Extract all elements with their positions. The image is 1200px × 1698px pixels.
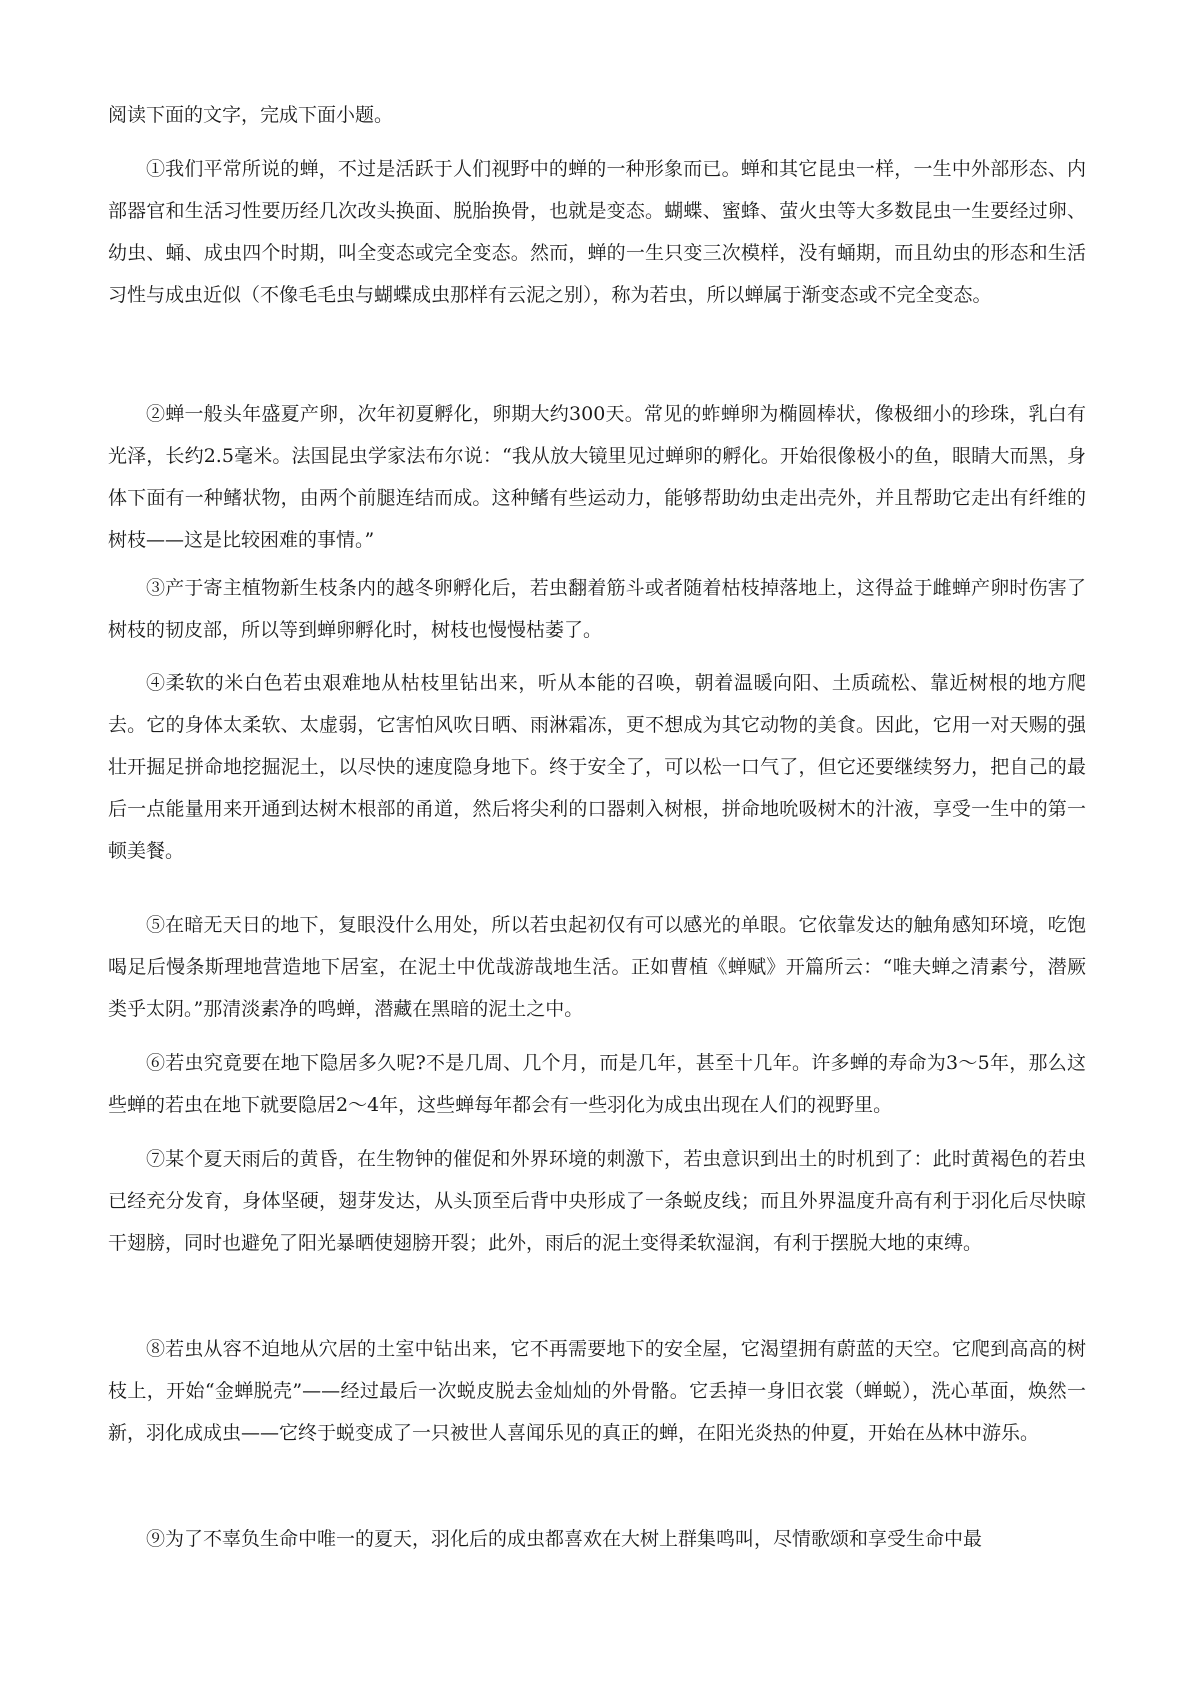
paragraph-3: ③产于寄主植物新生枝条内的越冬卵孵化后，若虫翻着筋斗或者随着枯枝掉落地上，这得益于雌蝉产卵时伤害了树枝的韧皮部，所以等到蝉卵孵化时，树枝也慢慢枯萎了。: [108, 577, 1086, 641]
paragraph-1: ①我们平常所说的蝉，不过是活跃于人们视野中的蝉的一种形象而已。蝉和其它昆虫一样，一生中外部形态、内部器官和生活习性要历经几次改头换面、脱胎换骨，也就是变态。蝴蝶、蜜蜂、萤火虫等大多数昆虫一生要经过卵、幼虫、蛹、成虫四个时期，叫全变态或完全变态。然而，蝉的一生只变三次模样，没有蛹期，而且幼虫的形态和生活习性与成虫近似（不像毛毛虫与蝴蝶成虫那样有云泥之别），称为若虫，所以蝉属于渐变态或不完全变态。: [108, 158, 1086, 306]
paragraph-7: ⑦某个夏天雨后的黄昏，在生物钟的催促和外界环境的刺激下，若虫意识到出土的时机到了：此时黄褐色的若虫已经充分发育，身体坚硬，翅芽发达，从头顶至后背中央形成了一条蜕皮线；而且外界温度升高有利于羽化后尽快晾干翅膀，同时也避免了阳光暴晒使翅膀开裂；此外，雨后的泥土变得柔软湿润，有利于摆脱大地的束缚。: [108, 1148, 1086, 1254]
paragraph-6: ⑥若虫究竟要在地下隐居多久呢?不是几周、几个月，而是几年，甚至十几年。许多蝉的寿命为3～5年，那么这些蝉的若虫在地下就要隐居2～4年，这些蝉每年都会有一些羽化为成虫出现在人们的视野里。: [108, 1052, 1086, 1116]
paragraph-5: ⑤在暗无天日的地下，复眼没什么用处，所以若虫起初仅有可以感光的单眼。它依靠发达的触角感知环境，吃饱喝足后慢条斯理地营造地下居室，在泥土中优哉游哉地生活。正如曹植《蝉赋》开篇所云：“唯夫蝉之清素兮，潜厥类乎太阴。”那清淡素净的鸣蝉，潜藏在黑暗的泥土之中。: [108, 914, 1086, 1020]
paragraph-2: ②蝉一般头年盛夏产卵，次年初夏孵化，卵期大约300天。常见的蚱蝉卵为椭圆棒状，像极细小的珍珠，乳白有光泽，长约2.5毫米。法国昆虫学家法布尔说：“我从放大镜里见过蝉卵的孵化。开始很像极小的鱼，眼睛大而黑，身体下面有一种鳍状物，由两个前腿连结而成。这种鳍有些运动力，能够帮助幼虫走出壳外，并且帮助它走出有纤维的树枝——这是比较困难的事情。”: [108, 403, 1086, 551]
reading-instruction: 阅读下面的文字，完成下面小题。: [108, 104, 394, 126]
paragraph-8: ⑧若虫从容不迫地从穴居的土室中钻出来，它不再需要地下的安全屋，它渴望拥有蔚蓝的天空。它爬到高高的树枝上，开始“金蝉脱壳”——经过最后一次蜕皮脱去金灿灿的外骨骼。它丢掉一身旧衣裳（蝉蜕），洗心革面，焕然一新，羽化成成虫——它终于蜕变成了一只被世人喜闻乐见的真正的蝉，在阳光炎热的仲夏，开始在丛林中游乐。: [108, 1338, 1086, 1444]
paragraph-9: ⑨为了不辜负生命中唯一的夏天，羽化后的成虫都喜欢在大树上群集鸣叫，尽情歌颂和享受生命中最: [146, 1528, 983, 1550]
paragraph-4: ④柔软的米白色若虫艰难地从枯枝里钻出来，听从本能的召唤，朝着温暖向阳、土质疏松、靠近树根的地方爬去。它的身体太柔软、太虚弱，它害怕风吹日晒、雨淋霜冻，更不想成为其它动物的美食。因此，它用一对天赐的强壮开掘足拼命地挖掘泥土，以尽快的速度隐身地下。终于安全了，可以松一口气了，但它还要继续努力，把自己的最后一点能量用来开通到达树木根部的甬道，然后将尖利的口器刺入树根，拼命地吮吸树木的汁液，享受一生中的第一顿美餐。: [108, 672, 1086, 862]
